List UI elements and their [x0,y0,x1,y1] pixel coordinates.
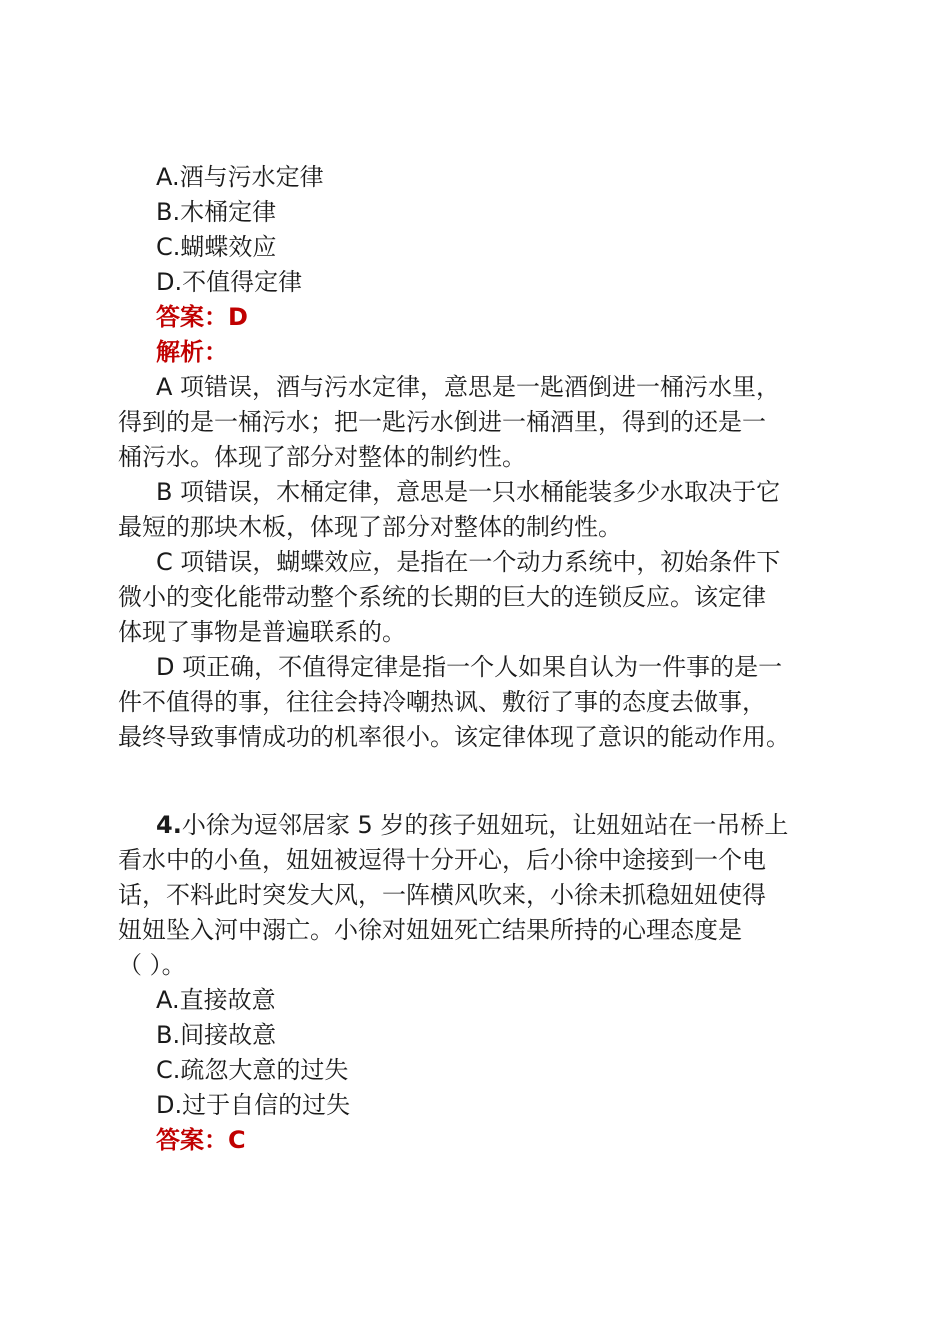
q3-option-a: A.酒与污水定律 [156,163,324,191]
analysis-c-line-3: 体现了事物是普遍联系的。 [118,618,406,646]
q4-stem-line-2: 看水中的小鱼，妞妞被逗得十分开心，后小徐中途接到一个电 [118,846,766,874]
q4-option-c: C.疏忽大意的过失 [156,1056,349,1084]
analysis-d-line-2: 件不值得的事，往往会持冷嘲热讽、敷衍了事的态度去做事， [118,688,766,716]
q4-option-a: A.直接故意 [156,986,276,1014]
analysis-d-line-3: 最终导致事情成功的机率很小。该定律体现了意识的能动作用。 [118,723,790,751]
q4-option-d: D.过于自信的过失 [156,1091,351,1119]
q4-stem-line-1 [118,808,838,843]
q4-number: 4. [156,811,182,839]
analysis-b-line-1: B 项错误，木桶定律，意思是一只水桶能装多少水取决于它 [156,478,781,506]
analysis-d-line-1: D 项正确，不值得定律是指一个人如果自认为一件事的是一 [156,653,783,681]
q3-answer: 答案：D [156,303,248,331]
analysis-c-line-1: C 项错误，蝴蝶效应，是指在一个动力系统中，初始条件下 [156,548,781,576]
q3-option-b: B.木桶定律 [156,198,277,226]
q3-option-d: D.不值得定律 [156,268,303,296]
document-page [118,160,838,1158]
q4-stem-line-5: （ ）。 [118,951,186,979]
q3-option-c: C.蝴蝶效应 [156,233,277,261]
section-spacer [118,755,838,790]
q4-stem-line-4: 妞妞坠入河中溺亡。小徐对妞妞死亡结果所持的心理态度是 [118,916,742,944]
q3-analysis-label: 解析： [156,338,228,366]
analysis-b-line-2: 最短的那块木板，体现了部分对整体的制约性。 [118,513,622,541]
analysis-a-line-1: A 项错误，酒与污水定律，意思是一匙酒倒进一桶污水里， [156,373,781,401]
analysis-a-line-2: 得到的是一桶污水；把一匙污水倒进一桶酒里，得到的还是一 [118,408,766,436]
q4-option-b: B.间接故意 [156,1021,277,1049]
q4-answer: 答案：C [156,1126,246,1154]
analysis-c-line-2: 微小的变化能带动整个系统的长期的巨大的连锁反应。该定律 [118,583,766,611]
analysis-a-line-3: 桶污水。体现了部分对整体的制约性。 [118,443,526,471]
q4-stem-line-3: 话，不料此时突发大风，一阵横风吹来，小徐未抓稳妞妞使得 [118,881,766,909]
section-spacer-2 [118,790,838,808]
q4-stem-text-1: 小徐为逗邻居家 5 岁的孩子妞妞玩，让妞妞站在一吊桥上 [181,811,789,839]
